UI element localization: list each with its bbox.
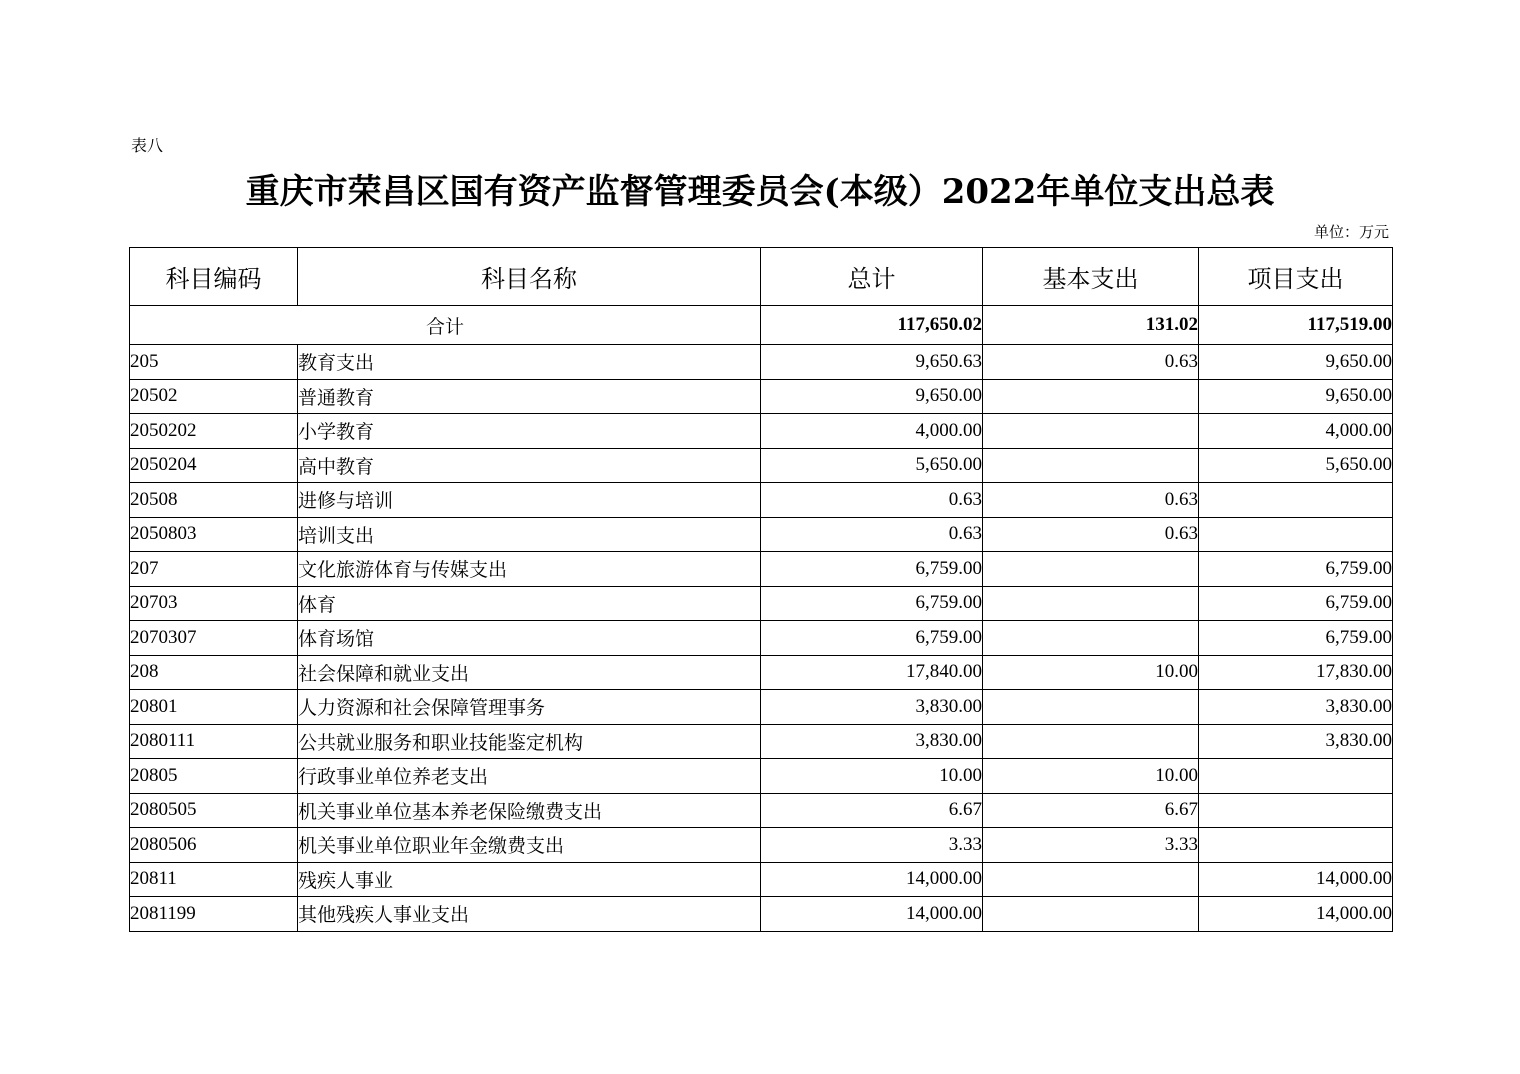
row-basic xyxy=(983,862,1199,897)
row-total: 14,000.00 xyxy=(761,862,983,897)
row-project: 14,000.00 xyxy=(1199,862,1393,897)
row-basic: 3.33 xyxy=(983,828,1199,863)
row-name: 机关事业单位职业年金缴费支出 xyxy=(298,828,761,863)
row-basic xyxy=(983,690,1199,725)
row-name: 公共就业服务和职业技能鉴定机构 xyxy=(298,724,761,759)
row-basic xyxy=(983,414,1199,449)
page-title: 重庆市荣昌区国有资产监督管理委员会(本级）2022年单位支出总表 xyxy=(245,172,1275,212)
header-name: 科目名称 xyxy=(298,248,761,306)
row-basic: 10.00 xyxy=(983,655,1199,690)
row-total: 3,830.00 xyxy=(761,690,983,725)
table-row xyxy=(130,759,1393,794)
total-row xyxy=(130,306,1393,345)
row-project: 3,830.00 xyxy=(1199,690,1393,725)
row-code: 2070307 xyxy=(130,621,298,656)
row-project: 6,759.00 xyxy=(1199,586,1393,621)
row-total: 4,000.00 xyxy=(761,414,983,449)
row-basic xyxy=(983,586,1199,621)
row-code: 2050204 xyxy=(130,448,298,483)
total-basic: 131.02 xyxy=(983,306,1199,345)
row-code: 20502 xyxy=(130,379,298,414)
unit-label: 单位：万元 xyxy=(1313,223,1389,241)
row-basic: 10.00 xyxy=(983,759,1199,794)
expenditure-table xyxy=(129,247,1393,932)
table-row xyxy=(130,379,1393,414)
row-code: 20805 xyxy=(130,759,298,794)
row-project: 5,650.00 xyxy=(1199,448,1393,483)
row-code: 20801 xyxy=(130,690,298,725)
row-name: 高中教育 xyxy=(298,448,761,483)
row-basic xyxy=(983,379,1199,414)
row-project: 17,830.00 xyxy=(1199,655,1393,690)
row-total: 14,000.00 xyxy=(761,897,983,932)
table-row xyxy=(130,483,1393,518)
table-row xyxy=(130,655,1393,690)
header-total: 总计 xyxy=(761,248,983,306)
row-basic: 0.63 xyxy=(983,483,1199,518)
row-project xyxy=(1199,483,1393,518)
row-name: 残疾人事业 xyxy=(298,862,761,897)
table-row xyxy=(130,345,1393,380)
row-name: 培训支出 xyxy=(298,517,761,552)
row-project xyxy=(1199,759,1393,794)
table-row xyxy=(130,690,1393,725)
row-code: 205 xyxy=(130,345,298,380)
row-project: 4,000.00 xyxy=(1199,414,1393,449)
row-name: 人力资源和社会保障管理事务 xyxy=(298,690,761,725)
header-code: 科目编码 xyxy=(130,248,298,306)
table-row xyxy=(130,897,1393,932)
total-total: 117,650.02 xyxy=(761,306,983,345)
row-code: 20811 xyxy=(130,862,298,897)
header-basic: 基本支出 xyxy=(983,248,1199,306)
row-total: 6.67 xyxy=(761,793,983,828)
row-code: 2080506 xyxy=(130,828,298,863)
row-project: 6,759.00 xyxy=(1199,552,1393,587)
row-project: 6,759.00 xyxy=(1199,621,1393,656)
row-project xyxy=(1199,517,1393,552)
row-project: 14,000.00 xyxy=(1199,897,1393,932)
table-row xyxy=(130,517,1393,552)
table-header-row xyxy=(130,248,1393,306)
table-row xyxy=(130,448,1393,483)
row-basic xyxy=(983,621,1199,656)
table-row xyxy=(130,552,1393,587)
row-total: 6,759.00 xyxy=(761,586,983,621)
row-name: 机关事业单位基本养老保险缴费支出 xyxy=(298,793,761,828)
row-code: 2050803 xyxy=(130,517,298,552)
header-project: 项目支出 xyxy=(1199,248,1393,306)
row-name: 教育支出 xyxy=(298,345,761,380)
row-name: 小学教育 xyxy=(298,414,761,449)
row-code: 2050202 xyxy=(130,414,298,449)
row-basic: 6.67 xyxy=(983,793,1199,828)
row-name: 其他残疾人事业支出 xyxy=(298,897,761,932)
row-code: 20703 xyxy=(130,586,298,621)
row-name: 文化旅游体育与传媒支出 xyxy=(298,552,761,587)
row-total: 9,650.00 xyxy=(761,379,983,414)
row-total: 17,840.00 xyxy=(761,655,983,690)
row-basic xyxy=(983,552,1199,587)
row-code: 2080505 xyxy=(130,793,298,828)
row-total: 10.00 xyxy=(761,759,983,794)
row-basic: 0.63 xyxy=(983,517,1199,552)
table-row xyxy=(130,414,1393,449)
row-total: 0.63 xyxy=(761,483,983,518)
row-basic: 0.63 xyxy=(983,345,1199,380)
row-name: 普通教育 xyxy=(298,379,761,414)
row-total: 6,759.00 xyxy=(761,552,983,587)
row-total: 0.63 xyxy=(761,517,983,552)
total-project: 117,519.00 xyxy=(1199,306,1393,345)
row-name: 体育场馆 xyxy=(298,621,761,656)
row-code: 20508 xyxy=(130,483,298,518)
table-row xyxy=(130,793,1393,828)
row-basic xyxy=(983,724,1199,759)
row-code: 207 xyxy=(130,552,298,587)
table-row xyxy=(130,586,1393,621)
row-total: 3,830.00 xyxy=(761,724,983,759)
row-total: 3.33 xyxy=(761,828,983,863)
total-label: 合计 xyxy=(130,306,761,345)
row-project xyxy=(1199,828,1393,863)
row-project: 3,830.00 xyxy=(1199,724,1393,759)
row-project: 9,650.00 xyxy=(1199,379,1393,414)
row-basic xyxy=(983,897,1199,932)
row-code: 2081199 xyxy=(130,897,298,932)
row-total: 5,650.00 xyxy=(761,448,983,483)
row-name: 进修与培训 xyxy=(298,483,761,518)
row-project: 9,650.00 xyxy=(1199,345,1393,380)
row-name: 体育 xyxy=(298,586,761,621)
table-row xyxy=(130,828,1393,863)
row-code: 2080111 xyxy=(130,724,298,759)
table-label: 表八 xyxy=(131,136,164,155)
row-project xyxy=(1199,793,1393,828)
row-name: 行政事业单位养老支出 xyxy=(298,759,761,794)
row-total: 9,650.63 xyxy=(761,345,983,380)
table-row xyxy=(130,621,1393,656)
row-total: 6,759.00 xyxy=(761,621,983,656)
table-row xyxy=(130,862,1393,897)
row-code: 208 xyxy=(130,655,298,690)
row-name: 社会保障和就业支出 xyxy=(298,655,761,690)
row-basic xyxy=(983,448,1199,483)
table-row xyxy=(130,724,1393,759)
